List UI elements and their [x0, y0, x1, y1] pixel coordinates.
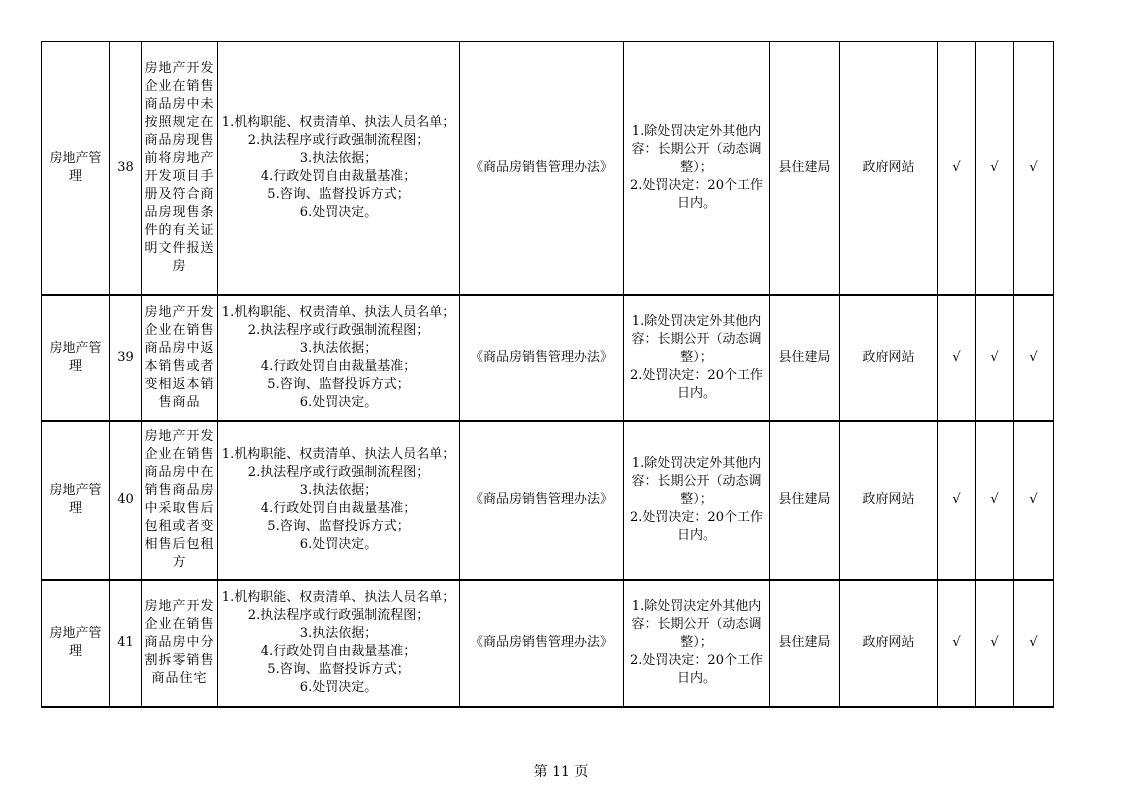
time-line: 1.除处罚决定外其他内容：长期公开（动态调整）；: [631, 456, 762, 507]
check-mark: √: [976, 42, 1014, 295]
content-line: 6.处罚决定。: [299, 537, 378, 552]
content-line: 6.处罚决定。: [299, 394, 378, 410]
check-mark: √: [976, 421, 1014, 580]
content-line: 3.执法依据；: [299, 340, 378, 356]
time-line: 2.处罚决定：20个工作日内。: [630, 653, 763, 686]
basis-cell: 《商品房销售管理办法》: [460, 421, 624, 580]
channel-cell: 政府网站: [840, 580, 938, 707]
time-line: 1.除处罚决定外其他内容：长期公开（动态调整）；: [631, 599, 762, 650]
subject-cell: 县住建局: [770, 295, 840, 421]
time-line: 2.处罚决定：20个工作日内。: [630, 177, 763, 211]
basis-cell: 《商品房销售管理办法》: [460, 295, 624, 421]
content-line: 4.行政处罚自由裁量基准；: [260, 501, 417, 516]
content-line: 2.执法程序或行政强制流程图；: [247, 322, 430, 338]
content-line: 2.执法程序或行政强制流程图；: [247, 608, 430, 623]
number-cell: 39: [110, 295, 142, 421]
category-cell: 房地产管理: [42, 580, 110, 707]
item-cell: 房地产开发企业在销售商品房中在销售商品房中采取售后包租或者变相售后包租方: [142, 421, 218, 580]
content-cell: [218, 295, 460, 421]
table-row: [42, 295, 1054, 421]
content-cell: [218, 580, 460, 707]
content-line: 1.机构职能、权责清单、执法人员名单；: [221, 590, 456, 605]
time-cell: [624, 421, 770, 580]
table-row: [42, 42, 1054, 295]
category-cell: 房地产管理: [42, 421, 110, 580]
content-line: 1.机构职能、权责清单、执法人员名单；: [221, 447, 456, 462]
disclosure-table: [41, 41, 1054, 708]
content-cell: [218, 42, 460, 295]
check-mark: √: [938, 295, 976, 421]
content-line: 6.处罚决定。: [299, 680, 378, 695]
content-line: 5.咨询、监督投诉方式；: [267, 186, 410, 202]
content-line: 5.咨询、监督投诉方式；: [267, 662, 410, 677]
content-line: 3.执法依据；: [299, 150, 378, 166]
content-line: 6.处罚决定。: [299, 204, 378, 220]
item-cell: 房地产开发企业在销售商品房中未按照规定在商品房现售前将房地产开发项目手册及符合商品房现售条件的有关证明文件报送房: [142, 42, 218, 295]
content-line: 1.机构职能、权责清单、执法人员名单；: [221, 114, 456, 130]
category-cell: 房地产管理: [42, 42, 110, 295]
subject-cell: 县住建局: [770, 580, 840, 707]
content-line: 5.咨询、监督投诉方式；: [267, 376, 410, 392]
channel-cell: 政府网站: [840, 42, 938, 295]
time-cell: [624, 295, 770, 421]
time-cell: [624, 580, 770, 707]
subject-cell: 县住建局: [770, 421, 840, 580]
table-row: [42, 580, 1054, 707]
content-line: 3.执法依据；: [299, 626, 378, 641]
check-mark: √: [938, 580, 976, 707]
content-line: 4.行政处罚自由裁量基准；: [260, 358, 417, 374]
number-cell: 40: [110, 421, 142, 580]
time-cell: [624, 42, 770, 295]
content-cell: [218, 421, 460, 580]
check-mark: √: [938, 421, 976, 580]
item-cell: 房地产开发企业在销售商品房中返本销售或者变相返本销售商品: [142, 295, 218, 421]
check-mark: √: [1014, 421, 1054, 580]
category-cell: 房地产管理: [42, 295, 110, 421]
item-cell: 房地产开发企业在销售商品房中分割拆零销售商品住宅: [142, 580, 218, 707]
basis-cell: 《商品房销售管理办法》: [460, 580, 624, 707]
check-mark: √: [938, 42, 976, 295]
check-mark: √: [1014, 580, 1054, 707]
channel-cell: 政府网站: [840, 295, 938, 421]
page-number: 第 11 页: [533, 764, 589, 780]
check-mark: √: [1014, 295, 1054, 421]
content-line: 1.机构职能、权责清单、执法人员名单；: [221, 304, 456, 320]
content-line: 5.咨询、监督投诉方式；: [267, 519, 410, 534]
content-line: 3.执法依据；: [299, 483, 378, 498]
number-cell: 38: [110, 42, 142, 295]
content-line: 2.执法程序或行政强制流程图；: [247, 132, 430, 148]
check-mark: √: [976, 295, 1014, 421]
time-line: 2.处罚决定：20个工作日内。: [630, 367, 763, 401]
content-line: 4.行政处罚自由裁量基准；: [260, 644, 417, 659]
subject-cell: 县住建局: [770, 42, 840, 295]
time-line: 1.除处罚决定外其他内容：长期公开（动态调整）；: [631, 123, 762, 175]
check-mark: √: [976, 580, 1014, 707]
basis-cell: 《商品房销售管理办法》: [460, 42, 624, 295]
number-cell: 41: [110, 580, 142, 707]
content-line: 4.行政处罚自由裁量基准；: [260, 168, 417, 184]
check-mark: √: [1014, 42, 1054, 295]
time-line: 2.处罚决定：20个工作日内。: [630, 510, 763, 543]
content-line: 2.执法程序或行政强制流程图；: [247, 465, 430, 480]
time-line: 1.除处罚决定外其他内容：长期公开（动态调整）；: [631, 313, 762, 365]
table-row: [42, 421, 1054, 580]
channel-cell: 政府网站: [840, 421, 938, 580]
